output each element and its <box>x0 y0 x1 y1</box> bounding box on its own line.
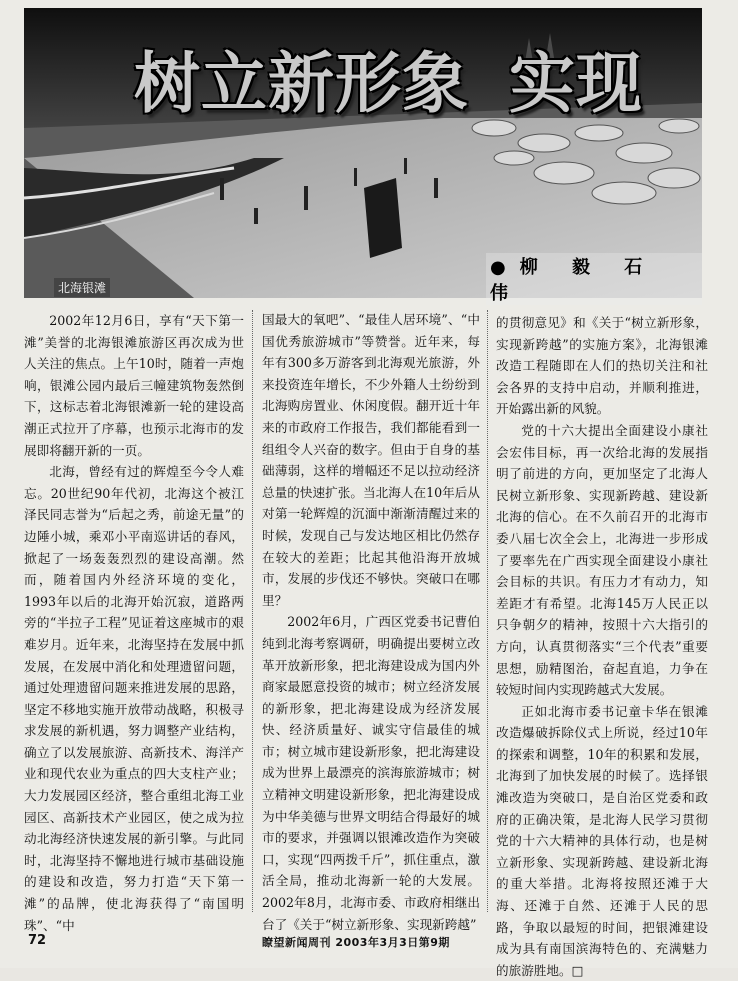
paragraph: 的贯彻意见》和《关于“树立新形象，实现新跨越”的实施方案》，北海银滩改造工程随即在人们的热切关注和社会各界的支持中启动，并顺利推进，开始露出新的风貌。 <box>496 315 708 417</box>
photo-caption: 北海银滩 <box>54 278 110 297</box>
paragraph: 2002年12月6日，享有“天下第一滩”美誉的北海银滩旅游区再次成为世人关注的焦点。上午10时，随着一声炮响，银滩公园内最后三幢建筑物轰然倒下，这标志着北海银滩新一轮的建设高潮正式拉开了序幕，也预示北海市的发展即将翻开新的一页。 <box>24 313 244 458</box>
journal-issue: 瞭望新闻周刊 2003年3月3日第9期 <box>262 936 450 949</box>
article-column-3 <box>496 312 708 978</box>
article-column-2 <box>262 309 480 932</box>
article-column-1 <box>24 310 244 933</box>
beach-photo <box>24 8 702 304</box>
paragraph: 北海，曾经有过的辉煌至今令人难忘。20世纪90年代初，北海这个被江泽民同志誉为“后起之秀，前途无量”的边陲小城，乘邓小平南巡讲话的春风，掀起了一场轰轰烈烈的建设高潮。然而，随着国内外经济环境的变化，1993年以后的北海开始沉寂，道路两旁的“半拉子工程”见证着这座城市的艰难岁月。近年来，北海坚持在发展中抓发展，在发展中消化和处理遗留问题，通过处理遗留问题来推进发展的思路，坚定不移地实施开放带动战略，积极寻求发展的新机遇，努力调整产业结构，确立了以发展旅游、高新技术、海洋产业和现代农业为重点的四大支柱产业；大力发展园区经济，整合重组北海工业园区、高新技术产业园区，使之成为拉动北海经济快速发展的新引擎。与此同时，北海坚持不懈地进行城市基础设施的建设和改造，努力打造“天下第一滩”的品牌，使北海获得了“南国明珠”、“中 <box>24 464 244 933</box>
paragraph: 党的十六大提出全面建设小康社会宏伟目标，再一次给北海的发展指明了前进的方向，更加坚定了北海人民树立新形象、实现新跨越、建设新北海的信心。在不久前召开的北海市委八届七次全会上，北海进一步形成了要率先在广西实现全面建设小康社会目标的共识。有压力才有动力，知差距才有希望。北海145万人民正以只争朝夕的精神，按照十六大指引的方向，认真贯彻落实“三个代表”重要思想，励精图治，奋起直追，力争在较短时间内实现跨越式大发展。 <box>496 422 708 698</box>
column-divider <box>487 310 489 912</box>
article-author: ●柳 毅 石 伟 <box>486 253 702 305</box>
headline-part2: 实现 <box>509 45 643 122</box>
page-footer <box>0 925 738 955</box>
paragraph: 正如北海市委书记童卡华在银滩改造爆破拆除仪式上所说，经过10年的探索和调整，10年的积累和发展，北海到了加快发展的时候了。选择银滩改造为突破口，是自治区党委和政府的正确决策，是北海人民学习贯彻党的十六大精神的具体行动，也是树立新形象、实现新跨越、建设新北海的重大举措。北海将按照还滩于大海、还滩于自然、还滩于人民的思路，争取以最短的时间，把银滩建设成为具有南国滨海特色的、充满魅力的旅游胜地。□ <box>496 703 708 978</box>
article-headline <box>134 38 734 130</box>
paragraph: 国最大的氧吧”、“最佳人居环境”、“中国优秀旅游城市”等赞誉。近年来，每年有300多万游客到北海观光旅游，外来投资连年增长，不少外籍人士纷纷到北海购房置业、休闲度假。翻开近十年来的市政府工作报告，我们都能看到一组组令人兴奋的数字。但由于自身的基础薄弱，这样的增幅还不足以拉动经济总量的快速扩张。当北海人在10年后从对第一轮辉煌的沉湎中渐渐清醒过来的时候，发现自己与发达地区相比仍然存在较大的差距；比起其他沿海开放城市，发展的步伐还不够快。突破口在哪里？ <box>262 312 480 608</box>
headline-part1: 树立新形象 <box>134 45 469 122</box>
page-number: 72 <box>28 933 47 948</box>
column-divider <box>252 310 254 912</box>
paragraph: 2002年6月，广西区党委书记曹伯纯到北海考察调研，明确提出要树立改革开放新形象，把北海建设成为国内外商家最愿意投资的城市；树立经济发展的新形象，把北海建设成为经济发展快、经济质量好、诚实守信最佳的城市；树立城市建设新形象，把北海建设成为世界上最漂亮的滨海旅游城市；树立精神文明建设新形象，把北海建设成为中华美德与世界文明结合得最好的城市的要求，并强调以银滩改造作为突破口，实现“四两拨千斤”，抓住重点，激活全局，推动北海新一轮的大发展。2002年8月，北海市委、市政府相继出台了《关于“树立新形象、实现新跨越” <box>262 614 480 932</box>
